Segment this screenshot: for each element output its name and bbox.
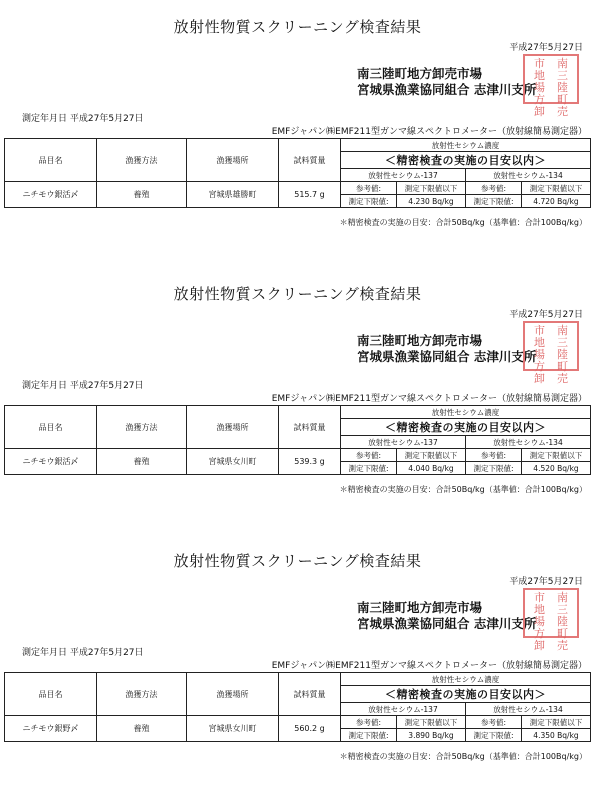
market-line-2: 宮城県漁業協同組合 志津川支所 bbox=[357, 349, 537, 364]
red-seal-stamp: 市 南 地 三 場 陸 方 町 卸 売 bbox=[523, 321, 579, 371]
measurement-date bbox=[22, 378, 144, 391]
header-concentration: 放射性セシウム濃度 bbox=[341, 139, 591, 152]
cs137-ref-value: 測定下限値以下 bbox=[397, 182, 466, 195]
inspection-note: ＊精密検査の実施の目安：合計50Bq/kg（基準値：合計100Bq/kg） bbox=[339, 752, 587, 761]
header-cs137: 放射性セシウム-137 bbox=[341, 169, 466, 182]
cs134-ref-label: 参考値: bbox=[466, 449, 522, 462]
measurement-date bbox=[22, 645, 144, 658]
issue-date: 平成27年5月27日 bbox=[509, 577, 583, 587]
cs137-ref-value: 測定下限値以下 bbox=[397, 449, 466, 462]
red-seal-stamp: 市 南 地 三 場 陸 方 町 卸 売 bbox=[523, 54, 579, 104]
cs134-lower-value: 4.520 Bq/kg bbox=[522, 462, 591, 475]
header-place: 漁獲場所 bbox=[187, 673, 279, 716]
market-line-2: 宮城県漁業協同組合 志津川支所 bbox=[357, 82, 537, 97]
catch-place: 宮城県女川町 bbox=[187, 716, 279, 742]
header-method: 漁獲方法 bbox=[97, 673, 187, 716]
header-item: 品目名 bbox=[5, 406, 97, 449]
cs134-ref-label: 参考値: bbox=[466, 716, 522, 729]
report-title: 放射性物質スクリーニング検査結果 bbox=[173, 552, 422, 570]
inspection-guide: ＜精密検査の実施の目安以内＞ bbox=[341, 686, 591, 703]
cs137-ref-value: 測定下限値以下 bbox=[397, 716, 466, 729]
header-row bbox=[5, 673, 591, 686]
red-seal-stamp: 市 南 地 三 場 陸 方 町 卸 売 bbox=[523, 588, 579, 638]
cs134-ref-value: 測定下限値以下 bbox=[522, 182, 591, 195]
cs134-lower-value: 4.350 Bq/kg bbox=[522, 729, 591, 742]
report-title: 放射性物質スクリーニング検査結果 bbox=[173, 285, 422, 303]
cs137-ref-label: 参考値: bbox=[341, 182, 397, 195]
issue-date: 平成27年5月27日 bbox=[509, 43, 583, 53]
inspection-guide: ＜精密検査の実施の目安以内＞ bbox=[341, 152, 591, 169]
cs137-ref-label: 参考値: bbox=[341, 449, 397, 462]
cs134-ref-label: 参考値: bbox=[466, 182, 522, 195]
catch-place: 宮城県雄勝町 bbox=[187, 182, 279, 208]
header-row bbox=[5, 139, 591, 152]
cs137-ref-label: 参考値: bbox=[341, 716, 397, 729]
cs134-ref-value: 測定下限値以下 bbox=[522, 716, 591, 729]
report-title: 放射性物質スクリーニング検査結果 bbox=[173, 18, 422, 36]
measurement-date bbox=[22, 111, 144, 124]
inspection-note: ＊精密検査の実施の目安：合計50Bq/kg（基準値：合計100Bq/kg） bbox=[339, 218, 587, 227]
inspection-note: ＊精密検査の実施の目安：合計50Bq/kg（基準値：合計100Bq/kg） bbox=[339, 485, 587, 494]
cs137-lower-label: 測定下限値: bbox=[341, 195, 397, 208]
cs134-lower-label: 測定下限値: bbox=[466, 195, 522, 208]
device-name: EMFジャパン㈱EMF211型ガンマ線スペクトロメーター（放射線簡易測定器） bbox=[271, 394, 587, 404]
cs134-lower-label: 測定下限値: bbox=[466, 462, 522, 475]
issue-date: 平成27年5月27日 bbox=[509, 310, 583, 320]
header-place: 漁獲場所 bbox=[187, 406, 279, 449]
table-row bbox=[5, 182, 591, 195]
measurement-date-value: 平成27年5月27日 bbox=[69, 648, 144, 658]
sample-weight: 560.2 g bbox=[279, 716, 341, 742]
header-cs137: 放射性セシウム-137 bbox=[341, 703, 466, 716]
item-name: ニチモウ銀野〆 bbox=[5, 716, 97, 742]
catch-place: 宮城県女川町 bbox=[187, 449, 279, 475]
screening-report bbox=[0, 0, 595, 266]
screening-report bbox=[0, 534, 595, 800]
header-cs137: 放射性セシウム-137 bbox=[341, 436, 466, 449]
header-item: 品目名 bbox=[5, 673, 97, 716]
screening-report bbox=[0, 267, 595, 533]
market-line-1: 南三陸町地方卸売市場 bbox=[357, 66, 483, 81]
header-method: 漁獲方法 bbox=[97, 139, 187, 182]
inspection-guide: ＜精密検査の実施の目安以内＞ bbox=[341, 419, 591, 436]
cs134-ref-value: 測定下限値以下 bbox=[522, 449, 591, 462]
market-line-1: 南三陸町地方卸売市場 bbox=[357, 600, 483, 615]
header-concentration: 放射性セシウム濃度 bbox=[341, 673, 591, 686]
header-cs134: 放射性セシウム-134 bbox=[466, 436, 591, 449]
header-weight: 試料質量 bbox=[279, 139, 341, 182]
sample-weight: 515.7 g bbox=[279, 182, 341, 208]
sample-weight: 539.3 g bbox=[279, 449, 341, 475]
device-name: EMFジャパン㈱EMF211型ガンマ線スペクトロメーター（放射線簡易測定器） bbox=[271, 127, 587, 137]
results-table bbox=[4, 405, 591, 475]
table-row bbox=[5, 449, 591, 462]
market-name bbox=[357, 600, 536, 632]
header-cs134: 放射性セシウム-134 bbox=[466, 703, 591, 716]
header-cs134: 放射性セシウム-134 bbox=[466, 169, 591, 182]
catch-method: 養殖 bbox=[97, 449, 187, 475]
measurement-date-label: 測定年月日 bbox=[22, 114, 68, 124]
market-line-2: 宮城県漁業協同組合 志津川支所 bbox=[357, 616, 537, 631]
header-place: 漁獲場所 bbox=[187, 139, 279, 182]
header-weight: 試料質量 bbox=[279, 673, 341, 716]
header-weight: 試料質量 bbox=[279, 406, 341, 449]
header-method: 漁獲方法 bbox=[97, 406, 187, 449]
cs137-lower-label: 測定下限値: bbox=[341, 462, 397, 475]
market-line-1: 南三陸町地方卸売市場 bbox=[357, 333, 483, 348]
measurement-date-label: 測定年月日 bbox=[22, 381, 68, 391]
header-concentration: 放射性セシウム濃度 bbox=[341, 406, 591, 419]
measurement-date-value: 平成27年5月27日 bbox=[69, 381, 144, 391]
cs137-lower-value: 4.040 Bq/kg bbox=[397, 462, 466, 475]
cs137-lower-value: 3.890 Bq/kg bbox=[397, 729, 466, 742]
device-name: EMFジャパン㈱EMF211型ガンマ線スペクトロメーター（放射線簡易測定器） bbox=[271, 661, 587, 671]
results-table bbox=[4, 138, 591, 208]
market-name bbox=[357, 333, 536, 365]
measurement-date-label: 測定年月日 bbox=[22, 648, 68, 658]
table-row bbox=[5, 716, 591, 729]
catch-method: 養殖 bbox=[97, 182, 187, 208]
item-name: ニチモウ銀活〆 bbox=[5, 182, 97, 208]
cs137-lower-value: 4.230 Bq/kg bbox=[397, 195, 466, 208]
measurement-date-value: 平成27年5月27日 bbox=[69, 114, 144, 124]
header-row bbox=[5, 406, 591, 419]
header-item: 品目名 bbox=[5, 139, 97, 182]
catch-method: 養殖 bbox=[97, 716, 187, 742]
market-name bbox=[357, 66, 536, 98]
results-table bbox=[4, 672, 591, 742]
cs134-lower-value: 4.720 Bq/kg bbox=[522, 195, 591, 208]
item-name: ニチモウ銀活〆 bbox=[5, 449, 97, 475]
cs137-lower-label: 測定下限値: bbox=[341, 729, 397, 742]
cs134-lower-label: 測定下限値: bbox=[466, 729, 522, 742]
